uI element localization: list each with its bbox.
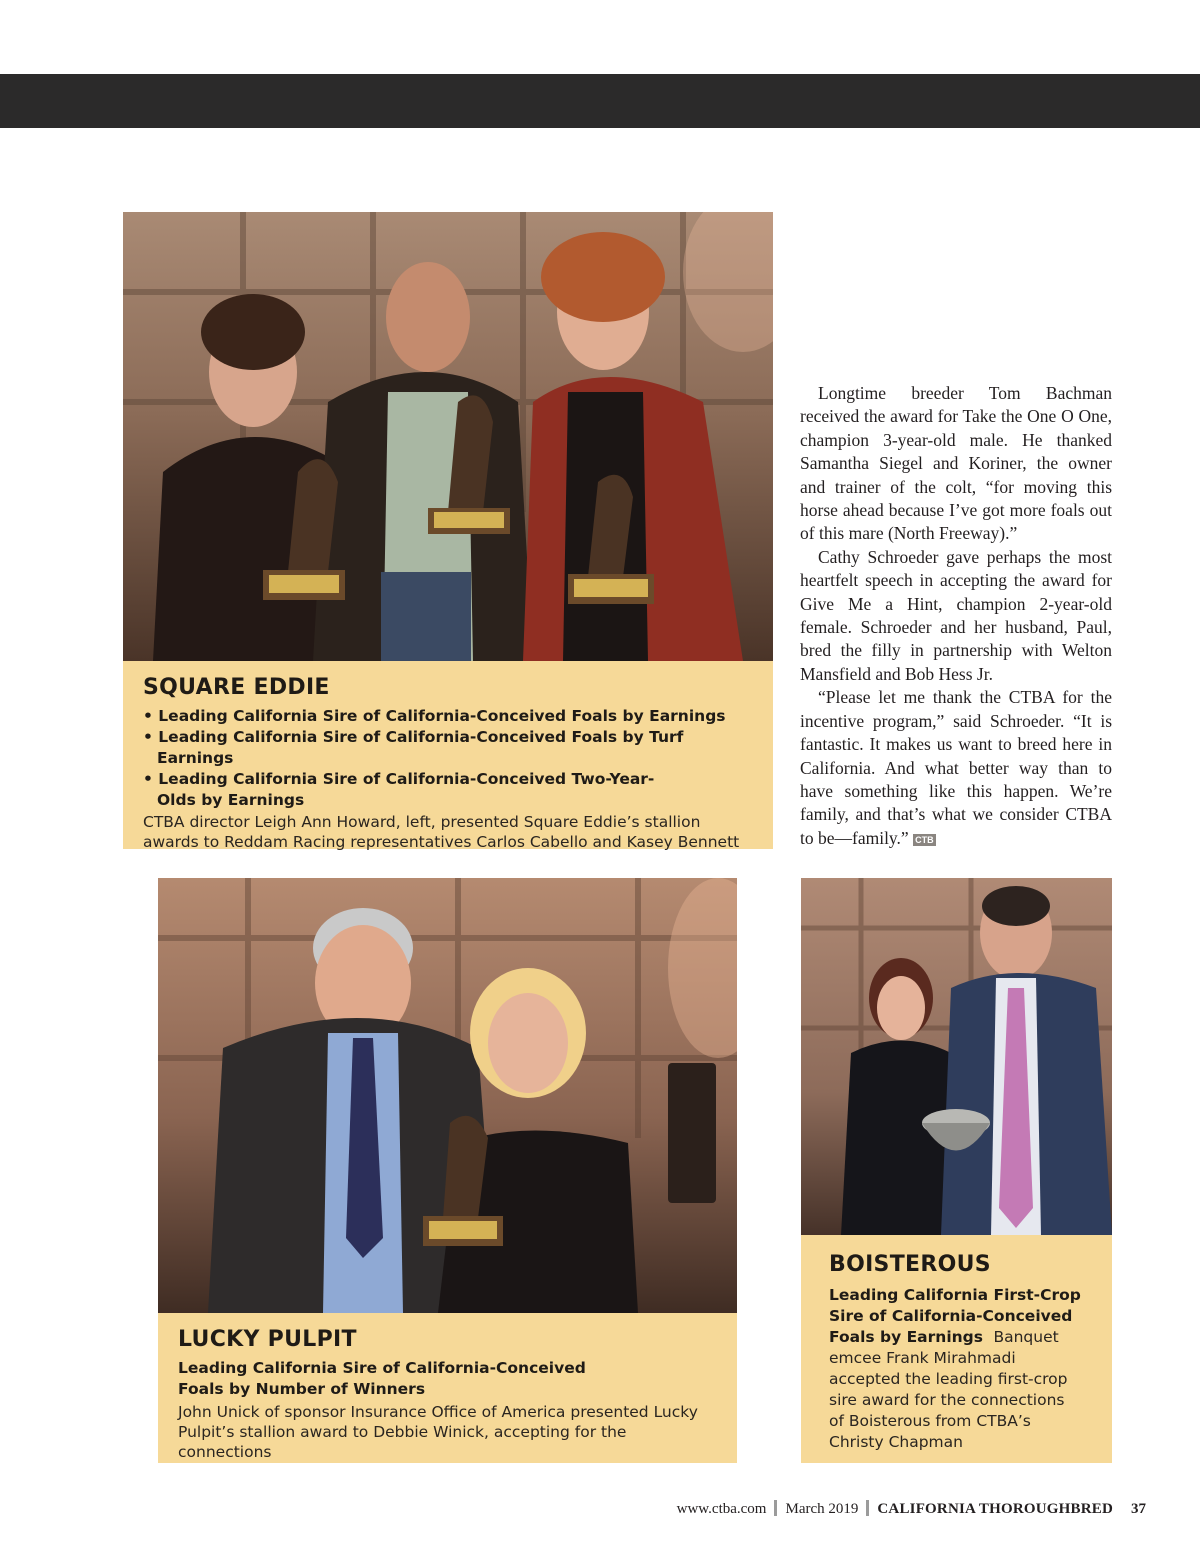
article-paragraph: Cathy Schroeder gave perhaps the most heartfelt speech in accepting the award for Give Me a Hint, champion 2-year-old female. Schroeder and her husband, Paul, bred the filly in partnership with Welton Mansfield and Bob Hess Jr. [800,546,1112,684]
photo-caption: CTBA director Leigh Ann Howard, left, presented Square Eddie’s stallion awards to Reddam Racing representatives Carlos Cabello and Kasey Bennett [143,813,740,851]
photo-caption: Banquet emcee Frank Mirahmadi accepted the leading first-crop sire award for the connections of Boisterous from CTBA’s Christy Chapman [829,1328,1068,1451]
article-paragraph: Longtime breeder Tom Bachman received the award for Take the One O One, champion 3-year-old male. He thanked Samantha Siegel and Koriner, the owner and trainer of the colt, “for moving this horse ahead because I’ve got more foals out of this mare (North Freeway).” [800,383,1112,544]
photo-caption: John Unick of sponsor Insurance Office of America presented Lucky Pulpit’s stallion award to Debbie Winick, accepting for the connections [178,1403,698,1461]
award-item: Leading California First-Crop Sire of California-Conceived Foals by Earnings [829,1286,1081,1346]
caption-lucky-pulpit [158,1313,737,1463]
photo-square-eddie [123,212,773,661]
footer-issue: March 2019 [785,1501,859,1517]
page-footer [677,1500,1146,1518]
footer-divider [774,1500,777,1516]
caption-square-eddie [123,661,773,849]
footer-magazine: CALIFORNIA THOROUGHBRED [877,1501,1113,1517]
photo-lucky-pulpit [158,878,737,1313]
caption-boisterous [801,1235,1112,1463]
award-item: Leading California Sire of California-Conceived Foals by Number of Winners [178,1359,586,1398]
award-item: • Leading California Sire of California-Conceived Two-Year-Olds by Earnings [143,770,655,809]
footer-divider [866,1500,869,1516]
stallion-name: BOISTEROUS [829,1252,991,1277]
stallion-name: SQUARE EDDIE [143,675,330,700]
header-bar [0,74,1200,128]
award-item: • Leading California Sire of California-Conceived Foals by Turf Earnings [143,728,684,767]
stallion-name: LUCKY PULPIT [178,1327,357,1352]
end-mark-icon: CTB [915,834,934,845]
award-list [143,706,753,811]
page-number: 37 [1131,1501,1146,1517]
photo-boisterous [801,878,1112,1235]
article-paragraph [800,686,1112,850]
footer-website[interactable]: www.ctba.com [676,1501,767,1517]
caption-body [829,1285,1084,1453]
article-paragraph-text: “Please let me thank the CTBA for the incentive program,” said Schroeder. “It is fantastic. It makes us want to breed here in California. And what better way than to have something like this happen. We’re family, and that’s what we consider CTBA to be—family.” [800,687,1112,848]
article-body [800,382,1112,850]
award-item: • Leading California Sire of California-Conceived Foals by Earnings [143,707,726,725]
